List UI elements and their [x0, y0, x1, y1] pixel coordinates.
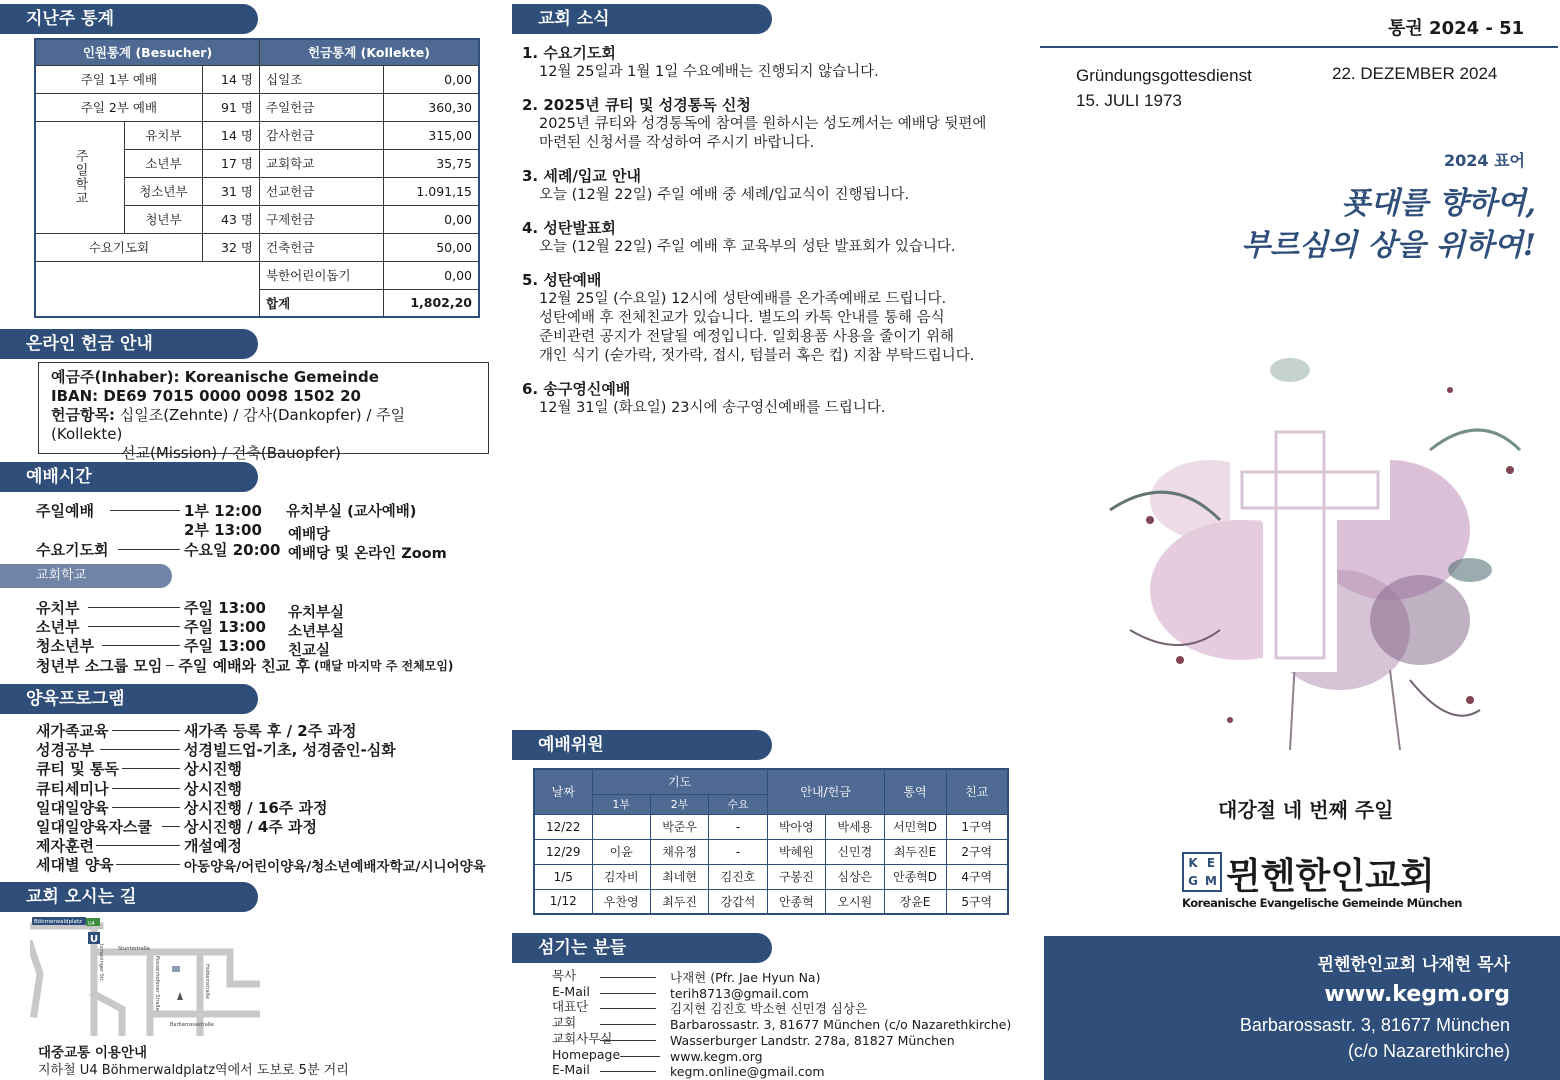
stats-money-label: 구제헌금 [260, 205, 384, 233]
staff-value: 나재현 (Pfr. Jae Hyun Na) [670, 970, 821, 985]
duty-cell: 김자비 [592, 864, 650, 889]
motto-label: 2024 표어 [1444, 151, 1526, 170]
stats-col-money: 헌금통계 (Kollekte) [260, 39, 479, 65]
program-desc: 상시진행 / 16주 과정 [184, 798, 328, 817]
section-header-duty: 예배위원 [512, 730, 772, 760]
leader-line [600, 977, 656, 978]
stats-people-value: 17 명 [202, 149, 259, 177]
worship-time: 1부 12:00 [184, 502, 262, 520]
building-icon [172, 966, 180, 972]
stats-total-label: 합계 [260, 289, 384, 317]
map-label-street: Holbeinstraße [204, 964, 210, 999]
school-row [36, 635, 331, 659]
duty-cell: 오시원 [826, 889, 884, 914]
stats-people-label: 주일 2부 예배 [35, 93, 202, 121]
footer-panel [1044, 936, 1560, 1080]
school-name: 청소년부 [36, 637, 94, 655]
youth-time: 주일 예배와 친교 후 [178, 657, 310, 675]
youth-row [36, 655, 453, 676]
duty-cell: 최두진 [650, 889, 708, 914]
leader-line [166, 665, 174, 666]
duty-cell: 박세용 [826, 814, 884, 839]
duty-col-usher: 안내/헌금 [767, 769, 884, 814]
program-name: 일대일양육 [36, 798, 109, 817]
program-desc: 상시진행 [184, 779, 242, 798]
stats-money-value: 0,00 [383, 205, 479, 233]
stats-money-value: 50,00 [383, 233, 479, 261]
online-giving-box [38, 362, 489, 462]
stats-people-label: 주일 1부 예배 [35, 65, 202, 93]
duty-cell: 5구역 [946, 889, 1008, 914]
duty-row [534, 864, 1008, 889]
duty-cell: 이윤 [592, 839, 650, 864]
stats-table [34, 38, 480, 318]
school-place: 친교실 [288, 643, 331, 659]
youth-note: (매달 마지막 주 전체모임) [313, 659, 454, 673]
duty-cell: 12/29 [534, 839, 592, 864]
church-map [30, 914, 260, 1036]
worship-place: 예배당 [288, 527, 331, 543]
stats-money-label: 북한어린이돕기 [260, 261, 384, 289]
online-iban: IBAN: DE69 7015 0000 0098 1502 20 [51, 387, 361, 405]
staff-role: Homepage [552, 1046, 621, 1062]
school-place: 소년부실 [288, 624, 345, 640]
school-row [36, 616, 345, 640]
program-desc: 성경빌드업-기초, 성경줌인-심화 [184, 741, 396, 760]
news-line: 성탄예배 후 전체친교가 있습니다. 별도의 카톡 안내를 통해 음식 [539, 310, 945, 326]
duty-row [534, 889, 1008, 914]
stats-people-label: 유치부 [125, 121, 203, 149]
program-desc: 아동양육/어린이양육/청소년예배자학교/시니어양육 [184, 858, 486, 875]
footer-pastor: 뮌헨한인교회 나재현 목사 [1317, 955, 1510, 975]
news-line: 개인 식기 (숟가락, 젓가락, 접시, 텀블러 혹은 컵) 지참 부탁드립니다. [539, 348, 975, 364]
online-holder: 예금주(Inhaber): Koreanische Gemeinde [51, 368, 379, 386]
cover-divider [1040, 46, 1558, 48]
stats-people-value: 91 명 [202, 93, 259, 121]
map-label-street: Ismaninger Str. [98, 944, 104, 982]
stats-people-value: 14 명 [202, 121, 259, 149]
staff-value[interactable]: kegm.online@gmail.com [670, 1064, 825, 1080]
program-name: 일대일양육자스쿨 [36, 818, 152, 836]
transit-title: 대중교통 이용안내 [38, 1045, 148, 1061]
duty-cell: 1구역 [946, 814, 1008, 839]
founding-line1: Gründungsgottesdienst [1076, 66, 1252, 85]
leader-line [112, 807, 180, 808]
stats-total-value: 1,802,20 [383, 289, 479, 317]
worship-name: 수요기도회 [36, 541, 109, 559]
school-row [36, 597, 345, 621]
staff-role: 교회사무실 [552, 1030, 613, 1046]
program-row [36, 720, 356, 741]
program-desc: 개설예정 [184, 837, 242, 856]
stats-sunday-school-label: 주일학교 [35, 121, 125, 233]
leader-line [100, 749, 180, 750]
program-row [36, 854, 486, 875]
duty-row [534, 839, 1008, 864]
duty-col-prayer: 기도 [592, 769, 767, 794]
duty-cell: 채유정 [650, 839, 708, 864]
stats-money-label: 주일헌금 [260, 93, 384, 121]
logo-letter: K [1188, 856, 1198, 870]
leader-line [600, 1024, 656, 1025]
logo-letter: M [1205, 874, 1217, 888]
program-desc: 상시진행 / 4주 과정 [184, 818, 318, 836]
stats-money-label: 감사헌금 [260, 121, 384, 149]
founding-line2: 15. JULI 1973 [1076, 91, 1182, 110]
duty-row [534, 814, 1008, 839]
news-title: 6. 송구영신예배 [522, 380, 631, 398]
leader-line [112, 788, 180, 789]
footer-address-1: Barbarossastr. 3, 81677 München [1239, 1015, 1510, 1035]
stats-money-label: 선교헌금 [260, 177, 384, 205]
news-title: 4. 성탄발표회 [522, 219, 616, 237]
stats-money-label: 십일조 [260, 65, 384, 93]
stats-people-value: 31 명 [202, 177, 259, 205]
program-name: 큐티 및 통독 [36, 760, 119, 779]
school-time: 주일 13:00 [184, 599, 266, 617]
leader-line [122, 768, 180, 769]
leader-line [620, 1056, 660, 1057]
logo-letter: E [1206, 856, 1216, 870]
duty-cell: 안종혁D [884, 864, 946, 889]
issue-number: 통권 2024 - 51 [1388, 18, 1525, 39]
staff-value: Barbarossastr. 3, 81677 München (c/o Nazarethkirche) [670, 1017, 1012, 1033]
duty-table [533, 768, 1009, 915]
duty-cell: 2구역 [946, 839, 1008, 864]
worship-row [36, 500, 416, 521]
leader-line [88, 607, 180, 608]
online-items [51, 406, 476, 444]
stats-money-value: 0,00 [383, 261, 479, 289]
youth-name: 청년부 소그룹 모임 [36, 657, 163, 675]
program-row [36, 758, 242, 779]
program-name: 세대별 양육 [36, 856, 114, 875]
section-header-staff: 섬기는 분들 [512, 933, 772, 963]
worship-name: 주일예배 [36, 502, 94, 520]
staff-value: 김지현 김진호 박소현 신민경 심상은 [670, 1001, 868, 1017]
leader-line [600, 1040, 656, 1041]
duty-col-interp: 통역 [884, 769, 946, 814]
leader-line [116, 864, 180, 865]
duty-cell: 12/22 [534, 814, 592, 839]
stats-people-value: 43 명 [202, 205, 259, 233]
cross-flower-illustration [1090, 330, 1530, 770]
program-row [36, 797, 327, 818]
section-header-programs: 양육프로그램 [0, 684, 258, 714]
duty-col-p1: 1부 [592, 794, 650, 814]
section-header-online: 온라인 헌금 안내 [0, 329, 258, 359]
section-header-news: 교회 소식 [512, 4, 772, 34]
duty-cell: 1/5 [534, 864, 592, 889]
school-time: 주일 13:00 [184, 618, 266, 636]
map-label-line: U4 [88, 921, 95, 927]
stats-people-value: 14 명 [202, 65, 259, 93]
duty-cell: 1/12 [534, 889, 592, 914]
stats-people-value: 32 명 [202, 233, 259, 261]
stats-money-value: 35,75 [383, 149, 479, 177]
duty-cell: 우찬영 [592, 889, 650, 914]
duty-cell: 김진호 [709, 864, 767, 889]
section-header-directions: 교회 오시는 길 [0, 882, 258, 912]
church-logo-icon [1182, 852, 1222, 892]
duty-cell: 최네현 [650, 864, 708, 889]
online-items-text: 십일조(Zehnte) / 감사(Dankopfer) / 주일(Kollekte) [51, 406, 406, 443]
sunday-title: 대강절 네 번째 주일 [1218, 798, 1394, 822]
staff-value[interactable]: www.kegm.org [670, 1048, 763, 1064]
transit-text: 지하철 U4 Böhmerwaldplatz역에서 도보로 5분 거리 [38, 1063, 349, 1078]
worship-time: 2부 13:00 [184, 521, 262, 539]
stats-people-label: 청년부 [125, 205, 203, 233]
duty-cell: 신민경 [826, 839, 884, 864]
duty-cell: 강갑석 [709, 889, 767, 914]
church-name: 뮌헨한인교회 [1226, 856, 1435, 897]
online-items-label: 헌금항목: [51, 406, 115, 424]
news-line: 마련된 신청서를 작성하여 주시기 바랍니다. [539, 135, 815, 151]
leader-line [102, 645, 180, 646]
leader-line [112, 730, 180, 731]
duty-col-fellow: 친교 [946, 769, 1008, 814]
subheader-church-school: 교회학교 [0, 564, 172, 588]
news-list [522, 32, 1022, 418]
duty-cell: - [709, 839, 767, 864]
program-desc: 상시진행 [184, 760, 242, 779]
logo-letter: G [1188, 874, 1198, 888]
duty-cell: 박아영 [767, 814, 825, 839]
map-label-street: Stuntzstraße [118, 946, 150, 952]
program-name: 성경공부 [36, 741, 94, 760]
stats-money-value: 315,00 [383, 121, 479, 149]
leader-line [96, 845, 180, 846]
program-row [36, 739, 396, 760]
staff-value[interactable]: terih8713@gmail.com [670, 985, 809, 1001]
worship-row [36, 539, 447, 560]
leader-line [110, 510, 180, 511]
duty-cell: 구봉진 [767, 864, 825, 889]
map-label-u: U [90, 934, 99, 945]
duty-cell: 서민혁D [884, 814, 946, 839]
worship-time: 수요일 20:00 [184, 541, 281, 559]
stats-money-label: 교회학교 [260, 149, 384, 177]
school-time: 주일 13:00 [184, 637, 266, 655]
stats-money-label: 건축헌금 [260, 233, 384, 261]
leader-line [600, 1071, 656, 1072]
duty-cell: 심상은 [826, 864, 884, 889]
news-line: 12월 25일과 1월 1일 수요예배는 진행되지 않습니다. [539, 64, 879, 80]
program-row [36, 835, 242, 856]
leader-line [88, 626, 180, 627]
section-header-worship: 예배시간 [0, 462, 258, 492]
stats-col-people: 인원통계 (Besucher) [35, 39, 260, 65]
duty-cell [592, 814, 650, 839]
duty-cell: 박혜원 [767, 839, 825, 864]
news-title: 5. 성탄예배 [522, 271, 602, 289]
stats-empty-cell [35, 261, 260, 317]
footer-website[interactable]: www.kegm.org [1324, 982, 1510, 1007]
staff-role: 교회 [552, 1015, 577, 1031]
news-line: 오늘 (12월 22일) 주일 예배 중 세례/입교식이 진행됩니다. [539, 187, 910, 203]
stats-people-label: 수요기도회 [35, 233, 202, 261]
service-date: 22. DEZEMBER 2024 [1332, 64, 1498, 83]
duty-cell: 장윤E [884, 889, 946, 914]
news-line: 오늘 (12월 22일) 주일 예배 후 교육부의 성탄 발표회가 있습니다. [539, 239, 956, 255]
news-line: 12월 25일 (수요일) 12시에 성탄예배를 온가족예배로 드립니다. [539, 291, 947, 307]
school-name: 소년부 [36, 618, 80, 636]
leader-line [600, 1008, 656, 1009]
staff-role: E-Mail [552, 983, 590, 999]
stats-money-value: 1.091,15 [383, 177, 479, 205]
map-label-station: Böhmerwaldplatz [34, 919, 82, 925]
school-place: 유치부실 [288, 605, 345, 621]
news-title: 2. 2025년 큐티 및 성경통독 신청 [522, 96, 751, 114]
stats-people-label: 소년부 [125, 149, 203, 177]
news-title: 3. 세례/입교 안내 [522, 167, 641, 185]
duty-cell: 안종혁 [767, 889, 825, 914]
duty-cell: 4구역 [946, 864, 1008, 889]
footer-address-2: (c/o Nazarethkirche) [1347, 1041, 1510, 1061]
news-title: 1. 수요기도회 [522, 44, 616, 62]
church-name-de: Koreanische Evangelische Gemeinde München [1182, 896, 1462, 910]
duty-col-wed: 수요 [709, 794, 767, 814]
program-name: 제자훈련 [36, 837, 94, 856]
program-row [36, 816, 317, 837]
worship-row [184, 519, 331, 543]
news-line: 2025년 큐티와 성경통독에 참여를 원하시는 성도께서는 예배당 뒷편에 [539, 116, 987, 132]
section-header-stats: 지난주 통계 [0, 4, 258, 34]
program-name: 큐티세미나 [36, 779, 109, 798]
school-name: 유치부 [36, 599, 80, 617]
leader-line [600, 993, 656, 994]
news-line: 준비관련 공지가 전달될 예정입니다. 일회용품 사용을 줄이기 위해 [539, 329, 955, 345]
duty-cell: 최두진E [884, 839, 946, 864]
motto-line2: 부르심의 상을 위하여! [1241, 228, 1536, 263]
staff-role: E-Mail [552, 1062, 590, 1078]
leader-line [118, 549, 180, 550]
worship-place: 유치부실 (교사예배) [286, 504, 417, 520]
map-label-street: Barbarossastraße [170, 1022, 214, 1028]
program-row [36, 778, 242, 799]
worship-place: 예배당 및 온라인 Zoom [288, 546, 447, 562]
duty-col-date: 날짜 [534, 769, 592, 814]
program-name: 새가족교육 [36, 722, 109, 740]
leader-line [162, 826, 180, 827]
program-desc: 새가족 등록 후 / 2주 과정 [184, 722, 357, 740]
staff-value: Wasserburger Landstr. 278a, 81827 München [670, 1032, 955, 1048]
motto-line1: 푯대를 향하여, [1341, 186, 1536, 221]
stats-people-label: 청소년부 [125, 177, 203, 205]
duty-cell: 박준우 [650, 814, 708, 839]
stats-money-value: 0,00 [383, 65, 479, 93]
stats-money-value: 360,30 [383, 93, 479, 121]
duty-col-p2: 2부 [650, 794, 708, 814]
staff-role: 목사 [552, 968, 577, 983]
news-line: 12월 31일 (화요일) 23시에 송구영신예배를 드립니다. [539, 400, 886, 416]
map-label-street: Possenhofener Straße [154, 956, 160, 1011]
duty-cell: - [709, 814, 767, 839]
staff-role: 대표단 [552, 999, 589, 1015]
online-items-cont: 선교(Mission) / 건축(Bauopfer) [121, 444, 341, 462]
